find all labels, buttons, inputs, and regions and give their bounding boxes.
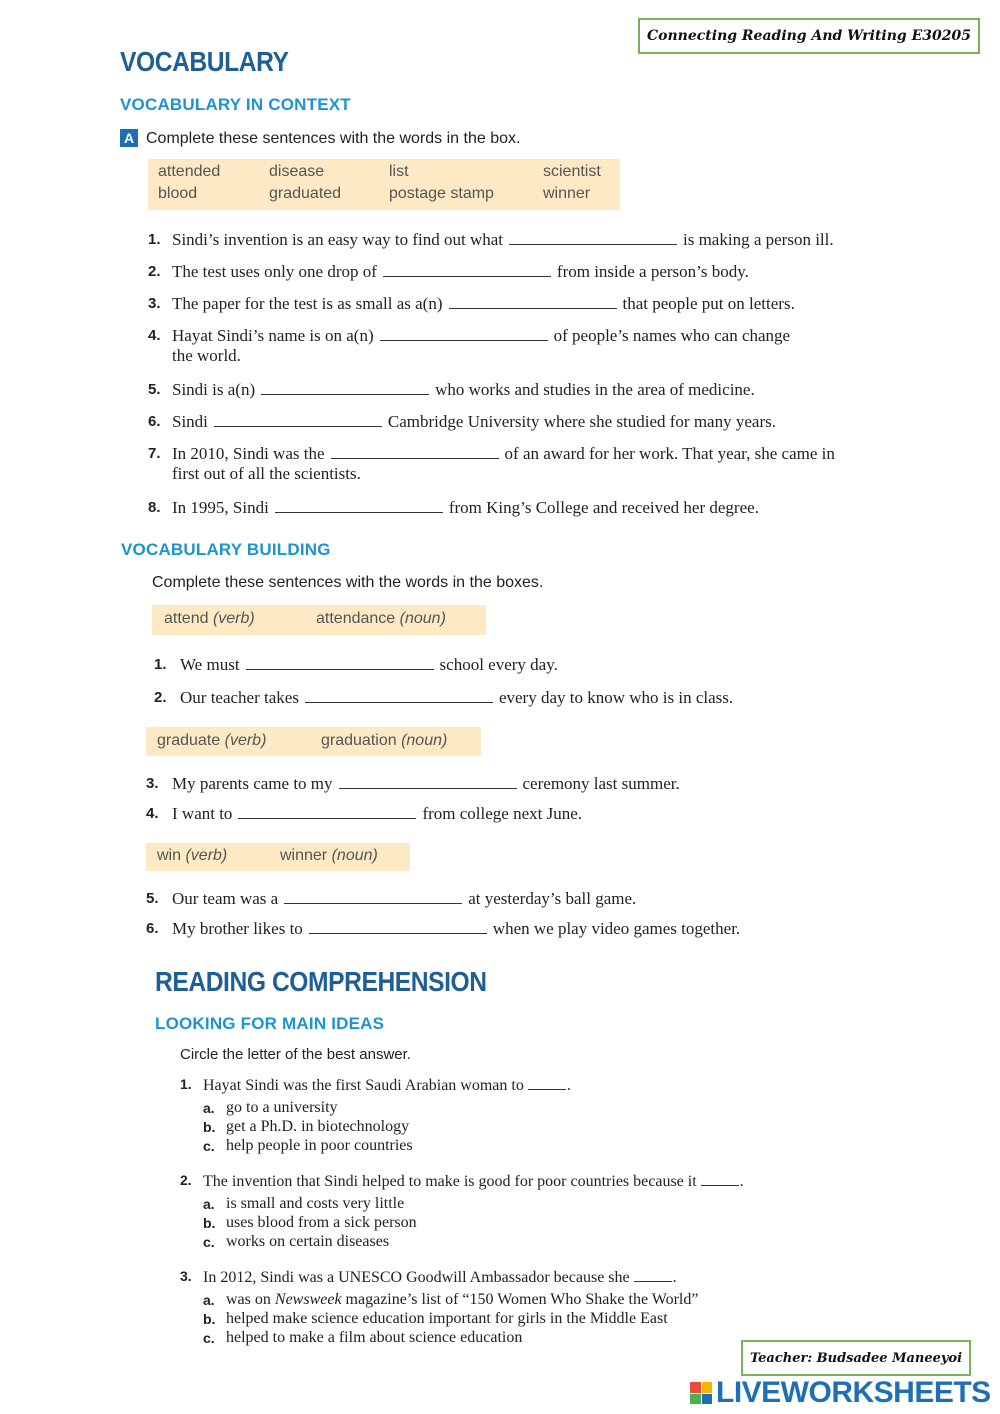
subsection-title-main-ideas: LOOKING FOR MAIN IDEAS — [155, 1014, 385, 1033]
answer-blank[interactable] — [284, 889, 462, 904]
question-2 — [180, 1171, 744, 1191]
question-blank — [634, 1267, 672, 1282]
vocab-item-2 — [148, 262, 749, 282]
option-c[interactable]: c. help people in poor countries — [203, 1137, 413, 1154]
word-box-win — [146, 843, 410, 871]
item-number: 1. — [148, 231, 161, 248]
word-item: win — [157, 847, 182, 864]
options-q3 — [203, 1291, 698, 1347]
part-of-speech: (verb) — [224, 732, 267, 749]
item-text: Sindi — [172, 412, 208, 431]
question-number: 1. — [180, 1076, 192, 1092]
vocab-item-6 — [148, 412, 776, 432]
question-3 — [180, 1267, 677, 1287]
item-text: In 1995, Sindi — [172, 498, 269, 517]
word-item: graduate — [157, 732, 221, 749]
word-box-attend — [152, 605, 486, 635]
option-b[interactable]: b. helped make science education important for girls in the Middle East — [203, 1310, 668, 1327]
question-text: The invention that Sindi helped to make is good for poor countries because it — [203, 1173, 697, 1190]
item-number: 4. — [148, 327, 161, 344]
answer-blank[interactable] — [380, 326, 548, 341]
item-number: 5. — [148, 381, 161, 398]
answer-blank[interactable] — [275, 498, 443, 513]
item-text: when we play video games together. — [492, 919, 741, 938]
option-c[interactable]: c. helped to make a film about science education — [203, 1329, 523, 1346]
answer-blank[interactable] — [305, 688, 493, 703]
question-blank — [528, 1075, 566, 1090]
part-of-speech: (noun) — [401, 732, 448, 749]
building-item-3 — [146, 774, 680, 794]
part-of-speech: (noun) — [399, 610, 446, 627]
building-item-5 — [146, 889, 636, 909]
word-item: winner — [280, 847, 328, 864]
item-text: Hayat Sindi’s name is on a(n) — [172, 326, 374, 345]
item-number: 7. — [148, 445, 161, 462]
word-item: graduated — [269, 185, 342, 202]
item-text: The test uses only one drop of — [172, 262, 377, 281]
question-text: In 2012, Sindi was a UNESCO Goodwill Ambassador because she — [203, 1269, 630, 1286]
liveworksheets-logo-icon — [690, 1382, 712, 1404]
instruction-reading: Circle the letter of the best answer. — [180, 1046, 411, 1063]
item-number: 6. — [146, 920, 159, 937]
question-end: . — [672, 1269, 677, 1286]
item-text: from inside a person’s body. — [556, 262, 749, 281]
item-text: I want to — [172, 804, 233, 823]
item-text: Cambridge University where she studied for many years. — [387, 412, 776, 431]
item-text: My parents came to my — [172, 774, 333, 793]
item-text: is making a person ill. — [683, 230, 834, 249]
item-text: My brother likes to — [172, 919, 303, 938]
answer-blank[interactable] — [449, 294, 617, 309]
item-text: from King’s College and received her degree. — [448, 498, 759, 517]
subsection-title-context: VOCABULARY IN CONTEXT — [120, 95, 351, 114]
vocab-item-5 — [148, 380, 755, 400]
word-item: winner — [543, 185, 591, 202]
vocab-item-4 — [148, 326, 790, 366]
section-title-vocabulary: VOCABULARY — [120, 46, 289, 77]
word-item: graduation — [321, 732, 397, 749]
question-end: . — [566, 1077, 571, 1094]
item-text: Our team was a — [172, 889, 279, 908]
word-item: attend — [164, 610, 209, 627]
item-number: 2. — [148, 263, 161, 280]
option-b[interactable]: b. get a Ph.D. in biotechnology — [203, 1118, 410, 1135]
option-b[interactable]: b. uses blood from a sick person — [203, 1214, 417, 1231]
answer-blank[interactable] — [246, 655, 434, 670]
item-text: every day to know who is in class. — [498, 688, 734, 707]
options-q1 — [203, 1099, 413, 1155]
item-text-continued: the world. — [172, 346, 241, 365]
item-number: 1. — [154, 656, 167, 673]
item-text: of people’s names who can change — [553, 326, 791, 345]
option-a[interactable]: a. go to a university — [203, 1099, 338, 1116]
building-item-2 — [154, 688, 733, 708]
word-item: attendance — [316, 610, 396, 627]
item-text: that people put on letters. — [622, 294, 795, 313]
option-a[interactable]: a. was on Newsweek magazine’s list of “150 Women Who Shake the World” — [203, 1291, 699, 1308]
answer-blank[interactable] — [261, 380, 429, 395]
answer-blank[interactable] — [383, 262, 551, 277]
item-number: 2. — [154, 689, 167, 706]
item-number: 3. — [148, 295, 161, 312]
question-number: 2. — [180, 1172, 192, 1188]
building-item-4 — [146, 804, 582, 824]
word-box — [148, 159, 620, 210]
liveworksheets-logo — [690, 1376, 991, 1410]
instruction-a — [120, 129, 520, 148]
item-text: at yesterday’s ball game. — [468, 889, 637, 908]
part-of-speech: (noun) — [331, 847, 378, 864]
word-item: scientist — [543, 163, 601, 180]
part-of-speech: (verb) — [212, 610, 255, 627]
section-title-reading: READING COMPREHENSION — [155, 966, 487, 997]
answer-blank[interactable] — [309, 919, 487, 934]
course-title-box: Connecting Reading And Writing E30205 — [638, 18, 980, 54]
word-item: disease — [269, 163, 325, 180]
vocab-item-8 — [148, 498, 759, 518]
item-text: In 2010, Sindi was the — [172, 444, 325, 463]
item-text: We must — [180, 655, 240, 674]
vocab-item-3 — [148, 294, 795, 314]
item-text: Our teacher takes — [180, 688, 299, 707]
word-box-graduate — [146, 727, 481, 756]
item-text: who works and studies in the area of medicine. — [435, 380, 755, 399]
item-text: school every day. — [439, 655, 558, 674]
vocab-item-7 — [148, 444, 835, 484]
subsection-title-building: VOCABULARY BUILDING — [121, 540, 331, 559]
word-item: attended — [158, 163, 221, 180]
badge-a: A — [120, 129, 138, 147]
item-text: from college next June. — [422, 804, 582, 823]
item-text: The paper for the test is as small as a(n) — [172, 294, 443, 313]
item-number: 4. — [146, 805, 159, 822]
options-q2 — [203, 1195, 417, 1251]
part-of-speech: (verb) — [185, 847, 228, 864]
brand-name: LIVEWORKSHEETS — [716, 1376, 991, 1409]
item-text: Sindi’s invention is an easy way to find out what — [172, 230, 503, 249]
instruction-building: Complete these sentences with the words in the boxes. — [152, 574, 544, 591]
option-c[interactable]: c. works on certain diseases — [203, 1233, 390, 1250]
item-number: 6. — [148, 413, 161, 430]
item-text: ceremony last summer. — [522, 774, 680, 793]
item-number: 8. — [148, 499, 161, 516]
question-end: . — [739, 1173, 744, 1190]
answer-blank[interactable] — [331, 444, 499, 459]
instruction-a-text: Complete these sentences with the words in the box. — [146, 130, 521, 147]
word-item: blood — [158, 185, 198, 202]
teacher-box: Teacher: Budsadee Maneeyoi — [741, 1340, 971, 1376]
answer-blank[interactable] — [339, 774, 517, 789]
question-1 — [180, 1075, 571, 1095]
answer-blank[interactable] — [214, 412, 382, 427]
item-text: Sindi is a(n) — [172, 380, 256, 399]
question-blank — [701, 1171, 739, 1186]
question-number: 3. — [180, 1268, 192, 1284]
item-number: 5. — [146, 890, 159, 907]
building-item-6 — [146, 919, 740, 939]
item-text-continued: first out of all the scientists. — [172, 464, 361, 483]
building-item-1 — [154, 655, 558, 675]
word-item: postage stamp — [389, 185, 494, 202]
answer-blank[interactable] — [509, 230, 677, 245]
word-item: list — [389, 163, 409, 180]
vocab-item-1 — [148, 230, 834, 250]
option-a[interactable]: a. is small and costs very little — [203, 1195, 405, 1212]
answer-blank[interactable] — [238, 804, 416, 819]
item-number: 3. — [146, 775, 159, 792]
question-text: Hayat Sindi was the first Saudi Arabian woman to — [203, 1077, 524, 1094]
item-text: of an award for her work. That year, she came in — [504, 444, 835, 463]
